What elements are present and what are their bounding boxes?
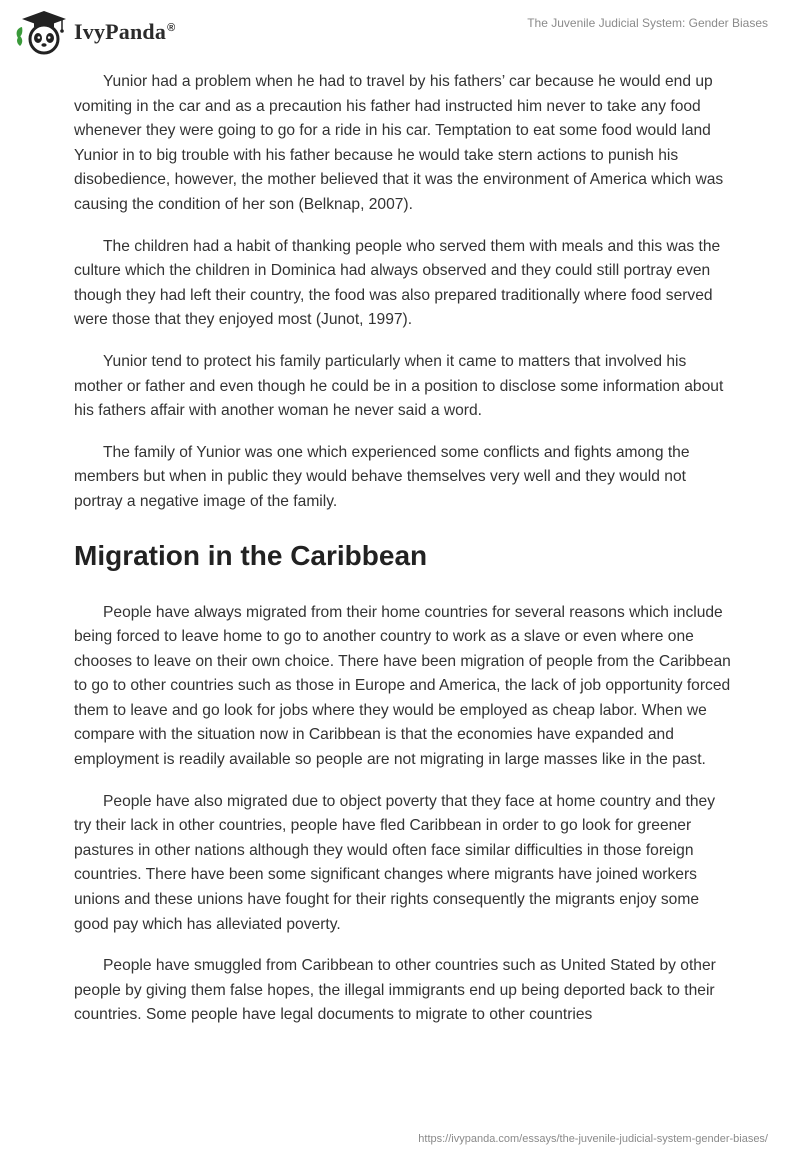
registered-mark: ® [167, 21, 176, 34]
panda-graduation-cap-icon [14, 8, 70, 56]
logo-wordmark: IvyPanda® [74, 19, 176, 44]
paragraph: The children had a habit of thanking people who served them with meals and this was the culture which the children in Dominica had always observed and they could still portray even though they had left their country, the food was also prepared traditionally where food served were those that they enjoyed most (Junot, 1997). [74, 237, 721, 329]
paragraph: Yunior tend to protect his family particularly when it came to matters that involved his mother or father and even though he could be in a position to disclose some information about his fathers affair with another woman he never said a word. [74, 352, 724, 420]
paragraph: People have also migrated due to object poverty that they face at home country and they try their lack in other countries, people have fled Caribbean in order to go look for greener pastures in other nations although they would often face similar difficulties in those foreign countries. There have been some significant changes where migrants have joined workers unions and these unions have fought for their rights consequently the migrants enjoy some good pay which has alleviated poverty. [74, 792, 716, 933]
section-heading: Migration in the Caribbean [74, 539, 428, 571]
document-title: The Juvenile Judicial System: Gender Biases [527, 16, 768, 30]
paragraph: People have always migrated from their home countries for several reasons which include being forced to leave home to go to another country to work as a slave or even where one chooses to leave on their own choice. There have been migration of people from the Caribbean to go to other countries such as those in Europe and America, the lack of job opportunity forced them to leave and go look for jobs where they would be employed as cheap labor. When we compare with the situation now in Caribbean is that the economies have expanded and employment is readily available so people are not migrating in large masses like in the past. [74, 603, 731, 769]
source-url[interactable]: https://ivypanda.com/essays/the-juvenile-judicial-system-gender-biases/ [418, 1133, 768, 1145]
paragraph: The family of Yunior was one which experienced some conflicts and fights among the members but when in public they would behave themselves very well and they would not portray a negative image of the family. [74, 443, 690, 510]
paragraph: Yunior had a problem when he had to travel by his fathers’ car because he would end up vomiting in the car and as a precaution his father had instructed him never to take any food whenever they were going to go for a ride in his car. Temptation to eat some food would land Yunior in to big trouble with his father because he would take stern actions to punish his disobedience, however, the mother believed that it was the environment of America which was causing the condition of her son (Belknap, 2007). [74, 73, 724, 213]
article-body [74, 70, 734, 1045]
ivypanda-logo[interactable] [14, 8, 175, 56]
page-header [0, 0, 800, 64]
paragraph: People have smuggled from Caribbean to other countries such as United Stated by other people by giving them false hopes, the illegal immigrants end up being deported back to their countries. Some people have legal documents to migrate to other countries [74, 957, 716, 1024]
